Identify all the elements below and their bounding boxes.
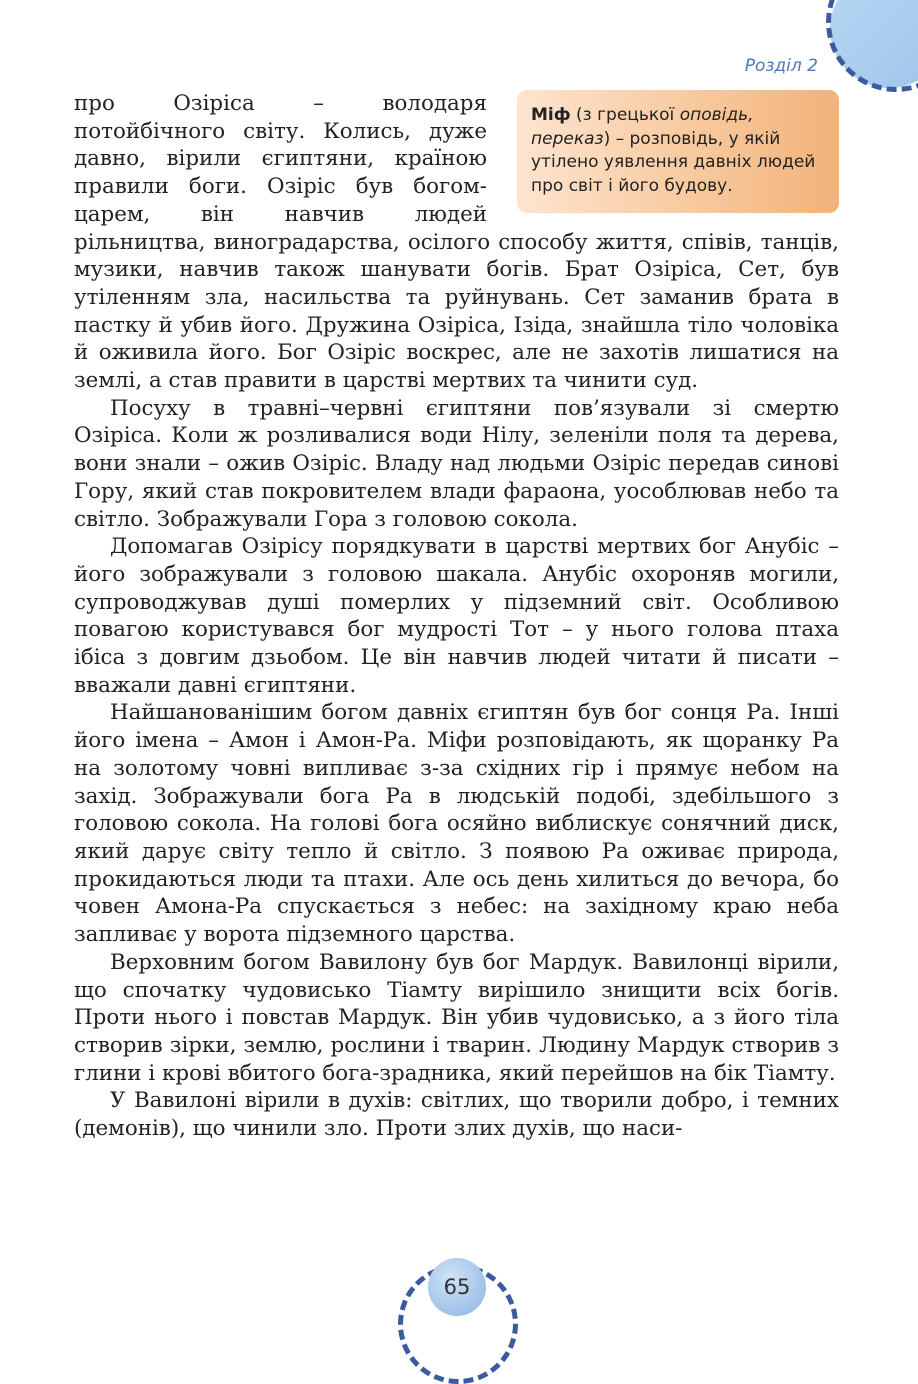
paragraph: Верховним богом Вавилону був бог Мардук. Вавилонці вірили, що спочатку чудовисько Тіамту вирішило знищити всіх богів. Проти нього і повстав Мардук. Він убив чудовисько, а з його тіла створив зірки, землю, рослини і тварин. Людину Мардук створив з глини і крові вбитого бога-зрадника, який перейшов на бік Тіамту. [74,949,839,1086]
corner-dashed-arc [826,0,918,92]
callout-origin: оповідь, переказ [531,105,754,149]
callout-term: Міф [531,105,571,125]
section-label: Розділ 2 [744,56,818,76]
callout-definition: ) – розповідь, у якій утілено уявлення давніх людей про світ і його будову. [531,128,816,196]
paragraph: Посуху в травні–червні єгиптяни пов’язували зі смертю Озіріса. Коли ж розливалися води Нілу, зеленіли поля та дерева, вони знали – ожив Озіріс. Владу над людьми Озіріс передав синові Гору, який став покровителем влади фараона, уособлював небо та світло. Зображували Гора з головою сокола. [74,395,839,532]
paragraph: У Вавилоні вірили в духів: світлих, що творили добро, і темних (демонів), що чинили зло. Проти злих духів, що наси- [74,1088,839,1142]
callout-open: (з грецької [570,105,680,125]
paragraph: Допомагав Озірісу порядкувати в царстві мертвих бог Анубіс – його зображували з головою шакала. Анубіс охороняв могили, супроводжував душі померлих у підземний світ. Особливою повагою користувався бог мудрості Тот – у нього голова птаха ібіса з довгим дзьобом. Це він навчив людей читати й писати – вважали давні єгиптяни. [74,534,839,698]
definition-callout [517,90,839,213]
page-number: 65 [428,1258,486,1316]
paragraph: Найшанованішим богом давніх єгиптян був бог сонця Ра. Інші його імена – Амон і Амон-Ра. Міфи розповідають, як щоранку Ра на золотому човні випливає з-за східних гір і прямує небом на захід. Зображували бога Ра в людській подобі, здебільшого з головою сокола. На голові бога осяйно виблискує сонячний диск, який дарує світу тепло й світло. З появою Ра оживає природа, прокидаються люди та птахи. Але ось день хилиться до вечора, бо човен Амона-Ра спускається з небес: на західному краю неба запливає у ворота підземного царства. [74,700,839,948]
main-text [74,90,839,1143]
page-number-badge [398,1258,518,1360]
paragraph: про Озіріса – володаря потойбічного світу. Колись, дуже давно, вірили єгиптяни, країною правили боги. Озіріс був богом-царем, він навчив людей рільництва, виноградарства, осілого способу життя, співів, танців, музики, навчив також шанувати богів. Брат Озіріса, Сет, був утіленням зла, насильства та руйнувань. Сет заманив брата в пастку й убив його. Дружина Озіріса, Ізіда, знайшла тіло чоловіка й оживила його. Бог Озіріс воскрес, але не захотів лишатися на землі, а став правити в царстві мертвих та чинити суд. [74,91,839,394]
